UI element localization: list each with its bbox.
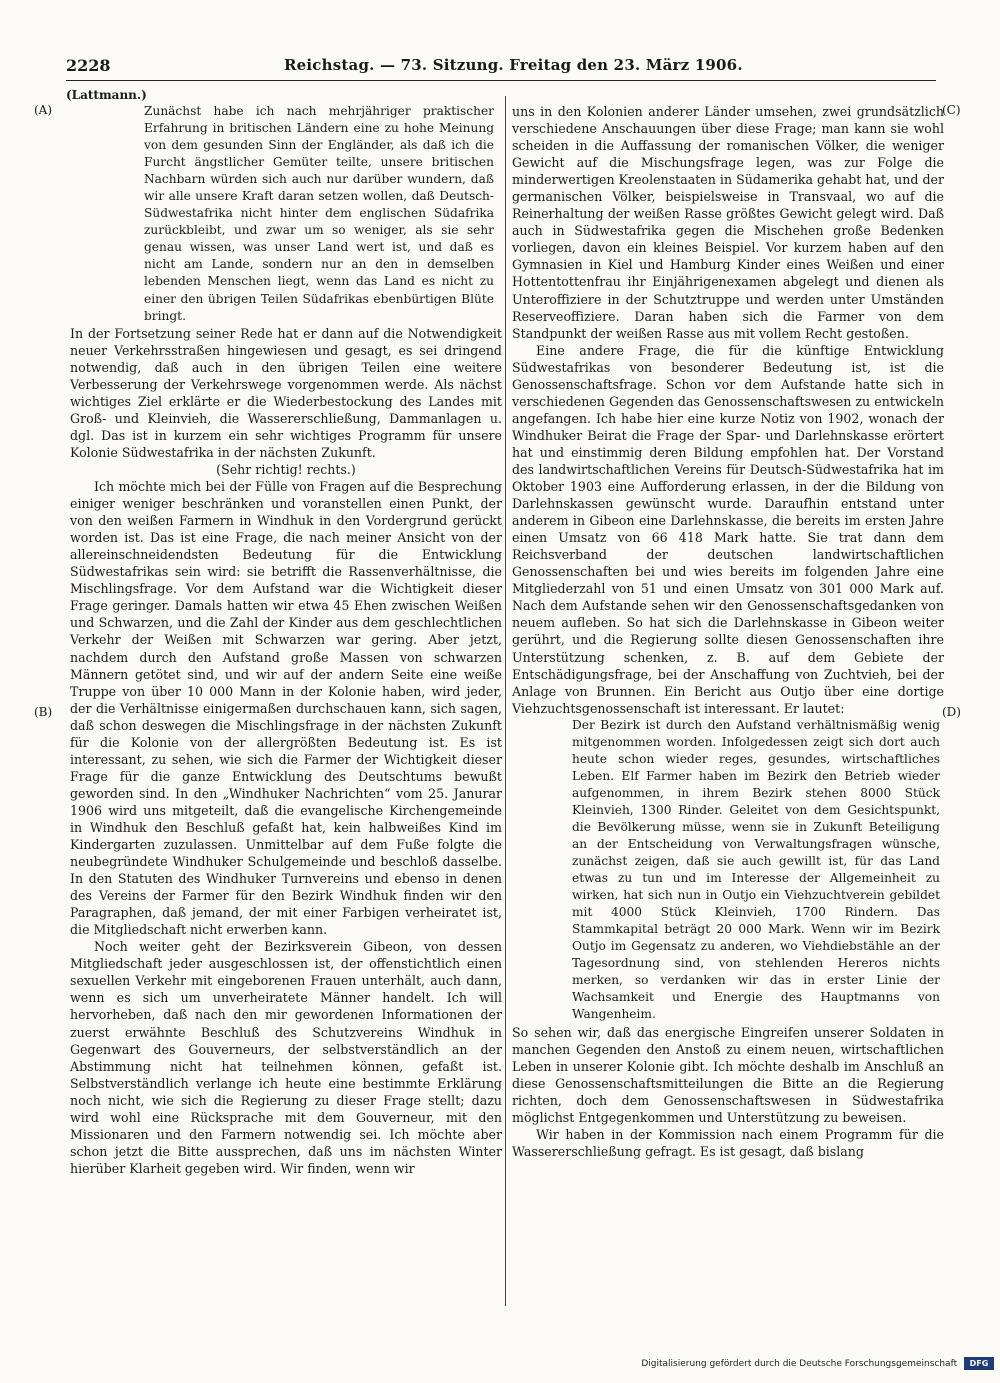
paragraph: In der Fortsetzung seiner Rede hat er dann auf die Notwendigkeit neuer Verkehrsstraßen hingewiesen und gesagt, es sei dringend notwendig, daß auch in den übrigen Teilen eine weitere Verbesserung der Verkehrswege vorgenommen werde. Als nächst wichtiges Ziel erklärte er die Wiederbestockung des Landes mit Groß- und Kleinvieh, die Wassererschließung, Dammanlagen u. dgl. Das ist in kurzem ein sehr wichtiges Programm für unsere Kolonie Südwestafrika in der nächsten Zukunft. (70, 325, 502, 460)
paragraph: Eine andere Frage, die für die künftige Entwicklung Südwestafrikas von besonderer Bedeutung ist, ist die Genossenschaftsfrage. Schon vor dem Aufstande hatte sich in verschiedenen Gegenden das Genossenschaftswesen zu entwickeln angefangen. Ich habe hier eine kurze Notiz von 1902, wonach der Windhuker Beirat die Frage der Spar- und Darlehnskasse erörtert hat und einstimmig deren Bildung empfohlen hat. Der Vorstand des landwirtschaftlichen Vereins für Deutsch-Südwestafrika hat im Oktober 1903 eine Aufforderung erlassen, in der die Bildung von Darlehnskassen gewünscht wurde. Daraufhin entstand unter anderem in Gibeon eine Darlehnskasse, die bereits im ersten Jahre einen Umsatz von 66 418 Mark hatte. Sie trat dann dem Reichsverband der deutschen landwirtschaftlichen Genossenschaften bei und wies bereits im folgenden Jahre eine Mitgliederzahl von 51 und einen Umsatz von 301 000 Mark auf. Nach dem Aufstande sehen wir den Genossenschaftsgedanken von neuem aufleben. So hat sich die Darlehnskasse in Gibeon weiter gerührt, und die Regierung sollte diesen Genossenschaften ihre Unterstützung schenken, z. B. auf dem Gebiete der Entschädigungsfrage, bei der Anschaffung von Zuchtvieh, bei der Anlage von Brunnen. Ein Bericht aus Outjo über eine dortige Viehzuchtsgenossenschaft ist interessant. Er lautet: (512, 342, 944, 716)
margin-mark-d: (D) (942, 705, 961, 719)
margin-mark-b: (B) (34, 705, 53, 719)
paragraph: Wir haben in der Kommission nach einem Programm für die Wassererschließung gefragt. Es ist gesagt, daß bislang (512, 1126, 944, 1159)
running-title: Reichstag. — 73. Sitzung. Freitag den 23. März 1906. (284, 56, 743, 74)
right-column (512, 103, 944, 1160)
quote-paragraph: Der Bezirk ist durch den Aufstand verhältnismäßig wenig mitgenommen worden. Infolgedessen zeigt sich dort auch heute schon wieder reges, gesundes, wirtschaftliches Leben. Elf Farmer haben im Bezirk den Betrieb wieder aufgenommen, in ihrem Bezirk stehen 8000 Stück Kleinvieh, 1300 Rinder. Geleitet von dem Gesichtspunkt, die Bevölkerung müsse, wenn sie in Zukunft Beteiligung an der Entscheidung von Verwaltungsfragen wünsche, zunächst zeigen, daß sie auch gewillt ist, für das Land etwas zu tun und im Interesse der Allgemeinheit zu wirken, hat sich nun in Outjo ein Viehzuchtverein gebildet mit 4000 Stück Kleinvieh, 1700 Rindern. Das Stammkapital beträgt 20 000 Mark. Wenn wir im Bezirk Outjo im Gegensatz zu anderen, wo Viehdiebstähle an der Tagesordnung sind, von stehlenden Hereros nichts merken, so verdanken wir das in erster Linie der Wachsamkeit und Energie des Hauptmanns von Wangenheim. (572, 717, 940, 1022)
column-divider (505, 96, 506, 1306)
dfg-logo: DFG (964, 1357, 994, 1370)
paragraph: So sehen wir, daß das energische Eingreifen unserer Soldaten in manchen Gegenden den Anstoß zu einem neuen, wirtschaftlichen Leben in unserer Kolonie gibt. Ich möchte deshalb im Anschluß an diese Genossenschaftsmitteilungen die Bitte an die Regierung richten, doch dem Genossenschaftswesen in Südwestafrika möglichst Entgegenkommen und Unterstützung zu beweisen. (512, 1024, 944, 1125)
speaker-name: (Lattmann.) (66, 88, 147, 102)
margin-mark-c: (C) (942, 103, 961, 117)
left-column (70, 103, 502, 1177)
paragraph: uns in den Kolonien anderer Länder umsehen, zwei grundsätzlich verschiedene Anschauungen über diese Frage; man kann sie wohl scheiden in die Auffassung der romanischen Völker, die weniger Gewicht auf die Mischungsfrage legen, was zur Folge die minderwertigen Kreolenstaaten in Südamerika gehabt hat, und der germanischen Völker, beispielsweise in Transvaal, wo auf die Reinerhaltung der weißen Rasse größtes Gewicht gelegt wird. Daß auch in Südwestafrika gegen die Mischehen große Bedenken vorliegen, davon ein kleines Beispiel. Vor kurzem haben auf den Gymnasien in Kiel und Hamburg Kinder eines Weißen und einer Hottentottenfrau ihr Einjährigenexamen abgelegt und dienen als Unteroffiziere in der Schutztruppe und werden unter Umständen Reserveoffiziere. Daran haben sich die Farmer von dem Standpunkt der weißen Rasse aus mit vollem Recht gestoßen. (512, 104, 944, 341)
paragraph: Noch weiter geht der Bezirksverein Gibeon, von dessen Mitgliedschaft jeder ausgeschlossen ist, der offenstichtlich einen sexuellen Verkehr mit eingeborenen Frauen unterhält, auch dann, wenn es sich um unverheiratete Männer handelt. Ich will hervorheben, daß nach den mir gewordenen Informationen der zuerst erwähnte Beschluß des Schutzvereins Windhuk in Gegenwart des Gouverneurs, der selbstverständlich an der Abstimmung nicht hat teilnehmen können, gefaßt ist. Selbstverständlich verlange ich heute eine bestimmte Erklärung noch nicht, wie sich die Regierung zu dieser Frage stellt; dazu wird wohl eine Rücksprache mit dem Gouverneur, mit den Missionaren und den Farmern notwendig sei. Ich möchte aber schon jetzt die Bitte aussprechen, daß uns im nächsten Winter hierüber Klarheit gegeben wird. Wir finden, wenn wir (70, 939, 502, 1176)
interjection: (Sehr richtig! rechts.) (216, 461, 356, 477)
footer (580, 1357, 994, 1373)
page-number: 2228 (66, 56, 111, 75)
funding-note: Digitalisierung gefördert durch die Deutsche Forschungsgemeinschaft (641, 1358, 958, 1369)
page-header (66, 56, 936, 80)
margin-mark-a: (A) (34, 103, 53, 117)
quote-paragraph: Zunächst habe ich nach mehrjähriger praktischer Erfahrung in britischen Ländern eine zu hohe Meinung von dem gesunden Sinn der Engländer, als daß ich die Furcht ängstlicher Gemüter teilte, unsere britischen Nachbarn würden sich auch nur darüber wundern, daß wir alle unsere Kraft daran setzen wollen, daß Deutsch-Südwestafrika nicht hinter dem englischen Südafrika zurückbleibt, und zwar um so weniger, als sie sehr genau wissen, was unser Land wert ist, und daß es nicht am Lande, sondern nur an den in demselben lebenden Menschen liegt, wenn das Land es nicht zu einer den übrigen Teilen Südafrikas ebenbürtigen Blüte bringt. (144, 104, 494, 323)
paragraph: Ich möchte mich bei der Fülle von Fragen auf die Besprechung einiger weniger beschränken und voranstellen einen Punkt, der von den weißen Farmern in Windhuk in den Vordergrund gerückt worden ist. Das ist eine Frage, die nach meiner Ansicht von der allereinschneidendsten Bedeutung für die Entwicklung Südwestafrikas sein wird: sie betrifft die Rassenverhältnisse, die Mischlingsfrage. Vor dem Aufstand war die Wichtigkeit dieser Frage geringer. Damals hatten wir etwa 45 Ehen zwischen Weißen und Schwarzen, und die Zahl der Kinder aus dem geschlechtlichen Verkehr der Weißen mit Schwarzen war gering. Aber jetzt, nachdem durch den Aufstand große Massen von schwarzen Männern getötet sind, und wir auf der andern Seite eine weiße Truppe von über 10 000 Mann in der Kolonie haben, wird jeder, der die Verhältnisse einigermaßen durchschauen kann, sich sagen, daß schon deswegen die Mischlingsfrage in der nächsten Zukunft für die Kolonie von der allergrößten Bedeutung ist. Es ist interessant, zu sehen, wie sich die Farmer der Wichtigkeit dieser Frage für die ganze Entwicklung des Deutschtums bewußt geworden sind. In den „Windhuker Nachrichten“ vom 25. Janurar 1906 wird uns mitgeteilt, daß die evangelische Kirchengemeinde in Windhuk den Beschluß gefaßt hat, kein halbweißes Kind im Kindergarten zuzulassen. Unmittelbar auf dem Fuße folgte die neubegründete Windhuker Schulgemeinde und beschloß dasselbe. In den Statuten des Windhuker Turnvereins und ebenso in denen des Vereins der Farmer für den Bezirk Windhuk finden wir den Paragraphen, daß jemand, der mit einer Farbigen verheiratet ist, die Mitgliedschaft nicht erwerben kann. (70, 479, 502, 938)
header-rule (66, 80, 936, 81)
